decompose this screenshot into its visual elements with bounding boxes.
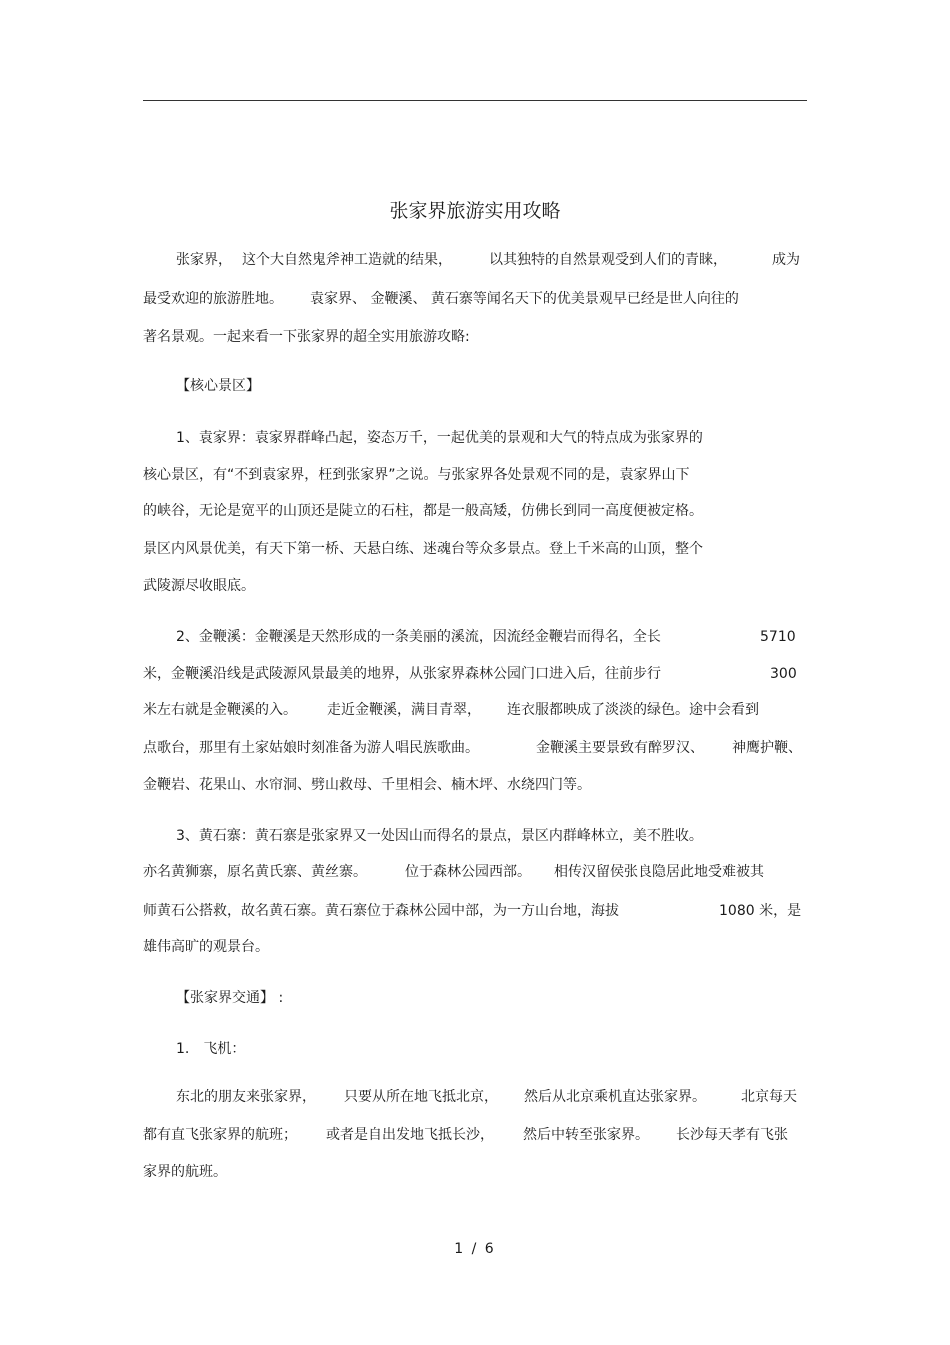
text-run: 相传汉留侯张良隐居此地受难被其 bbox=[554, 864, 764, 880]
text-run: 米，金鞭溪沿线是武陵源风景最美的地界，从张家界森林公园门口进入后，往前步行 bbox=[143, 666, 661, 682]
number-value: 300 bbox=[770, 666, 797, 682]
text-run: 张家界， bbox=[176, 252, 232, 268]
text-line: 著名景观。一起来看一下张家界的超全实用旅游攻略: bbox=[143, 329, 470, 345]
text-line: 家界的航班。 bbox=[143, 1164, 227, 1180]
number-value: 1080 米，是 bbox=[719, 903, 802, 919]
text-run: 位于森林公园西部。 bbox=[405, 864, 531, 880]
text-line: 的峡谷，无论是宽平的山顶还是陡立的石柱，都是一般高矮，仿佛长到同一高度便被定格。 bbox=[143, 503, 703, 519]
text-run: 点歌台，那里有土家姑娘时刻准备为游人唱民族歌曲。 bbox=[143, 740, 479, 756]
text-run: 袁家界、 金鞭溪、 黄石寨等闻名天下的优美景观早已经是世人向往的 bbox=[310, 291, 739, 307]
text-run: 北京每天 bbox=[741, 1089, 797, 1105]
text-run: 走近金鞭溪，满目青翠， bbox=[327, 702, 481, 718]
text-run: 连衣服都映成了淡淡的绿色。途中会看到 bbox=[507, 702, 759, 718]
text-run: 米左右就是金鞭溪的入。 bbox=[143, 702, 297, 718]
text-run: 成为 bbox=[772, 252, 800, 268]
text-run: 都有直飞张家界的航班； bbox=[143, 1127, 297, 1143]
text-run: 这个大自然鬼斧神工造就的结果， bbox=[242, 252, 452, 268]
text-run: 长沙每天孝有飞张 bbox=[676, 1127, 788, 1143]
number-value: 5710 bbox=[760, 629, 796, 645]
text-run: 只要从所在地飞抵北京， bbox=[344, 1089, 498, 1105]
text-line: 3、黄石寨：黄石寨是张家界又一处因山而得名的景点，景区内群峰林立，美不胜收。 bbox=[176, 828, 703, 844]
text-run: 以其独特的自然景观受到人们的青睐， bbox=[489, 252, 727, 268]
text-line: 武陵源尽收眼底。 bbox=[143, 578, 255, 594]
text-line: 1、袁家界：袁家界群峰凸起，姿态万千，一起优美的景观和大气的特点成为张家界的 bbox=[176, 430, 703, 446]
header-rule bbox=[143, 100, 807, 101]
section-heading-core: 【核心景区】 bbox=[176, 378, 260, 394]
text-run: 然后从北京乘机直达张家界。 bbox=[524, 1089, 706, 1105]
text-run: 亦名黄狮寨，原名黄氏寨、黄丝寨。 bbox=[143, 864, 367, 880]
text-line: 景区内风景优美，有天下第一桥、天悬白练、迷魂台等众多景点。登上千米高的山顶，整个 bbox=[143, 541, 703, 557]
text-line: 金鞭岩、花果山、水帘洞、劈山救母、千里相会、楠木坪、水绕四门等。 bbox=[143, 777, 591, 793]
text-run: 2、金鞭溪：金鞭溪是天然形成的一条美丽的溪流，因流经金鞭岩而得名，全长 bbox=[176, 629, 661, 645]
list-item-plane: 1. 飞机： bbox=[176, 1041, 246, 1057]
page-number: 1 / 6 bbox=[454, 1241, 496, 1257]
text-line: 核心景区，有“不到袁家界，枉到张家界”之说。与张家界各处景观不同的是，袁家界山下 bbox=[143, 467, 690, 483]
text-run: 东北的朋友来张家界， bbox=[176, 1089, 316, 1105]
text-run: 或者是自出发地飞抵长沙， bbox=[326, 1127, 494, 1143]
document-title: 张家界旅游实用攻略 bbox=[389, 200, 561, 222]
text-line: 雄伟高旷的观景台。 bbox=[143, 939, 269, 955]
text-run: 最受欢迎的旅游胜地。 bbox=[143, 291, 283, 307]
text-run: 然后中转至张家界。 bbox=[523, 1127, 649, 1143]
text-run: 师黄石公搭救，故名黄石寨。黄石寨位于森林公园中部，为一方山台地，海拔 bbox=[143, 903, 619, 919]
section-heading-transport: 【张家界交通】 : bbox=[176, 990, 284, 1006]
text-run: 金鞭溪主要景致有醉罗汉、 bbox=[536, 740, 704, 756]
text-run: 神鹰护鞭、 bbox=[732, 740, 802, 756]
